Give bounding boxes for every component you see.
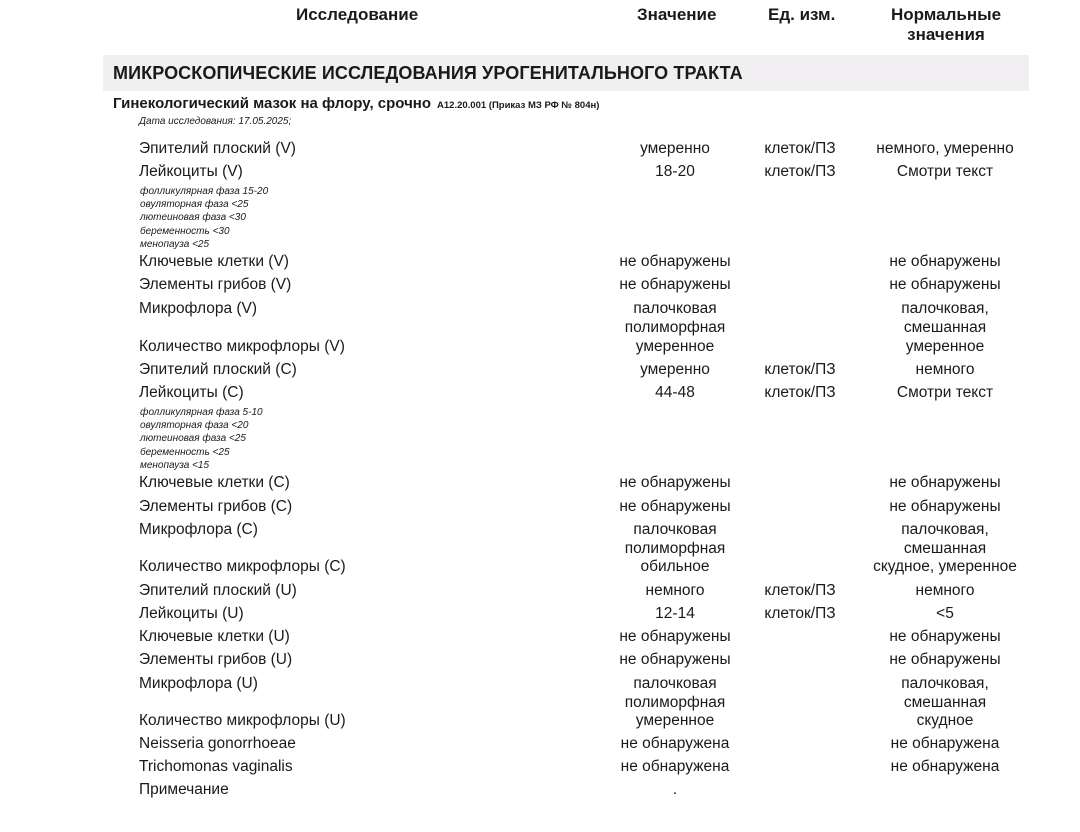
row-value: умеренно xyxy=(640,361,710,378)
row-unit: клеток/ПЗ xyxy=(764,582,836,599)
row-test-name: Эпителий плоский (U) xyxy=(139,582,297,599)
row-value: умеренное xyxy=(635,338,715,355)
row-reference-range: не обнаружены xyxy=(889,651,1001,668)
row-reference-range: не обнаружены xyxy=(889,276,1001,293)
row-test-name: Ключевые клетки (V) xyxy=(139,253,289,270)
row-value: не обнаружены xyxy=(619,253,731,270)
row-reference-range: немного, умеренно xyxy=(876,140,1014,157)
row-value: немного xyxy=(645,582,705,599)
analysis-title xyxy=(113,95,599,115)
row-value: . xyxy=(672,781,678,798)
row-value: палочковая xyxy=(633,521,717,538)
row-reference-range: не обнаружены xyxy=(889,253,1001,270)
row-test-name: Примечание xyxy=(139,781,229,798)
row-reference-range: скудное xyxy=(916,712,974,729)
row-test-name: Элементы грибов (V) xyxy=(139,276,292,293)
row-unit: клеток/ПЗ xyxy=(764,605,836,622)
analysis-code: A12.20.001 (Приказ МЗ РФ № 804н) xyxy=(437,100,600,111)
reference-note-line: фолликулярная фаза 15-20 xyxy=(140,186,269,197)
row-value: не обнаружены xyxy=(619,474,731,491)
row-test-name: Элементы грибов (U) xyxy=(139,651,293,668)
row-value: не обнаружены xyxy=(619,276,731,293)
row-test-name: Микрофлора (U) xyxy=(139,675,258,692)
row-reference-range: немного xyxy=(915,361,975,378)
column-header-value: Значение xyxy=(637,5,717,24)
reference-note-line: беременность <30 xyxy=(140,225,230,237)
row-reference-range: смешанная xyxy=(903,694,987,711)
row-reference-range: смешанная xyxy=(903,540,987,557)
row-reference-range: не обнаружены xyxy=(889,474,1001,491)
reference-note-line: беременность <25 xyxy=(140,446,230,458)
row-value: не обнаружены xyxy=(619,628,731,645)
reference-note-line: овуляторная фаза <25 xyxy=(140,199,249,211)
column-header-norm-line2: значения xyxy=(907,25,985,44)
row-test-name: Лейкоциты (U) xyxy=(139,605,244,622)
row-reference-range: скудное, умеренное xyxy=(873,558,1017,575)
row-value: не обнаружены xyxy=(619,651,731,668)
row-test-name: Ключевые клетки (C) xyxy=(139,474,290,491)
row-test-name: Элементы грибов (C) xyxy=(139,498,293,515)
row-reference-range: не обнаружена xyxy=(890,758,1000,775)
row-reference-range: не обнаружены xyxy=(889,628,1001,645)
row-test-name: Лейкоциты (V) xyxy=(139,163,243,180)
row-reference-range: <5 xyxy=(936,605,954,622)
row-test-name: Trichomonas vaginalis xyxy=(139,758,293,775)
row-reference-range: палочковая, xyxy=(901,300,989,317)
row-unit: клеток/ПЗ xyxy=(764,163,836,180)
row-value: 12-14 xyxy=(655,605,695,622)
row-value: полиморфная xyxy=(624,319,726,336)
row-value: полиморфная xyxy=(624,694,726,711)
reference-note-line: фолликулярная фаза 5-10 xyxy=(140,407,263,418)
row-test-name: Количество микрофлоры (V) xyxy=(139,338,345,355)
row-unit: клеток/ПЗ xyxy=(764,361,836,378)
row-test-name: Ключевые клетки (U) xyxy=(139,628,290,645)
row-reference-range: умеренное xyxy=(905,338,985,355)
row-test-name: Микрофлора (C) xyxy=(139,521,258,538)
analysis-date: Дата исследования: 17.05.2025; xyxy=(139,116,292,127)
row-reference-range: Смотри текст xyxy=(896,163,994,180)
row-test-name: Эпителий плоский (V) xyxy=(139,140,296,157)
column-header-norm-line1: Нормальные xyxy=(890,5,1002,24)
row-value: палочковая xyxy=(633,300,717,317)
section-title: МИКРОСКОПИЧЕСКИЕ ИССЛЕДОВАНИЯ УРОГЕНИТАЛЬНОГО ТРАКТА xyxy=(113,63,743,83)
row-reference-range: немного xyxy=(915,582,975,599)
row-value: палочковая xyxy=(633,675,717,692)
column-header-norm xyxy=(873,5,1019,45)
column-header-test: Исследование xyxy=(296,5,419,24)
row-value: умеренное xyxy=(635,712,715,729)
row-unit: клеток/ПЗ xyxy=(764,140,836,157)
row-value: полиморфная xyxy=(624,540,726,557)
row-value: обильное xyxy=(640,558,710,575)
row-reference-range: Смотри текст xyxy=(896,384,994,401)
row-reference-range: не обнаружены xyxy=(889,498,1001,515)
reference-note-line: менопауза <15 xyxy=(140,459,210,471)
row-test-name: Эпителий плоский (C) xyxy=(139,361,297,378)
row-reference-range: смешанная xyxy=(903,319,987,336)
row-value: 44-48 xyxy=(655,384,695,401)
row-value: не обнаружены xyxy=(619,498,731,515)
reference-note-line: лютеиновая фаза <30 xyxy=(140,212,246,224)
row-value: не обнаружена xyxy=(620,735,730,752)
row-value: не обнаружена xyxy=(620,758,730,775)
row-value: 18-20 xyxy=(655,163,695,180)
row-reference-range: палочковая, xyxy=(901,675,989,692)
row-value: умеренно xyxy=(640,140,710,157)
reference-note-line: менопауза <25 xyxy=(140,238,210,250)
row-unit: клеток/ПЗ xyxy=(764,384,836,401)
reference-note-line: лютеиновая фаза <25 xyxy=(140,433,246,445)
row-reference-range: палочковая, xyxy=(901,521,989,538)
analysis-title-text: Гинекологический мазок на флору, срочно xyxy=(113,95,432,112)
row-test-name: Neisseria gonorrhoeae xyxy=(139,735,296,752)
row-test-name: Количество микрофлоры (C) xyxy=(139,558,346,575)
row-test-name: Микрофлора (V) xyxy=(139,300,258,317)
column-header-unit: Ед. изм. xyxy=(768,5,836,24)
row-reference-range: не обнаружена xyxy=(890,735,1000,752)
row-test-name: Лейкоциты (C) xyxy=(139,384,244,401)
row-test-name: Количество микрофлоры (U) xyxy=(139,712,346,729)
reference-note-line: овуляторная фаза <20 xyxy=(140,420,249,432)
